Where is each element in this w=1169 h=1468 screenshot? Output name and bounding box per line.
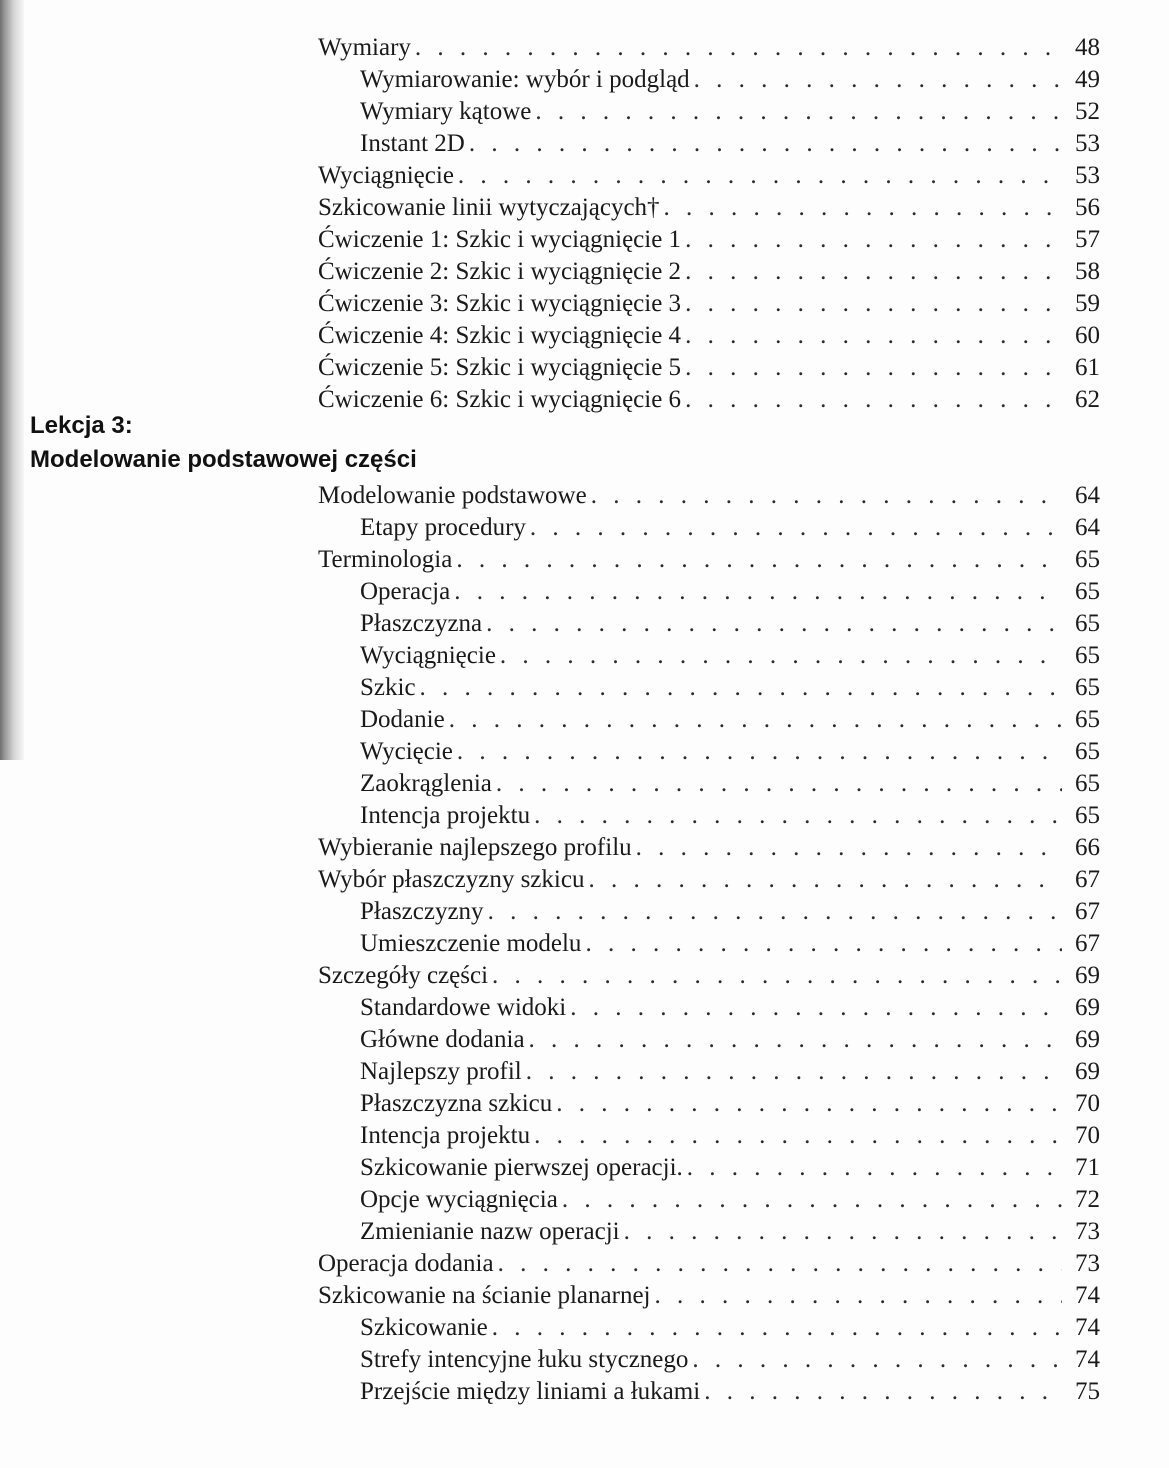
toc-entry (318, 320, 1100, 352)
toc-entry-title: Intencja projektu (360, 802, 531, 829)
toc-leader-dots (492, 1312, 1062, 1344)
toc-entry-page-number: 67 (1075, 898, 1100, 925)
page-binding-shadow (0, 0, 24, 760)
toc-entry-page-number: 59 (1075, 290, 1100, 317)
toc-entry (360, 928, 1100, 960)
toc-leader-dots (500, 640, 1062, 672)
toc-entry (360, 736, 1100, 768)
toc-entry (360, 1056, 1100, 1088)
toc-entry-title: Dodanie (360, 706, 445, 733)
toc-leader-dots (685, 384, 1062, 416)
toc-leader-dots (415, 32, 1062, 64)
toc-entry (360, 1376, 1100, 1408)
toc-entry-page-number: 64 (1075, 482, 1100, 509)
toc-entry-page-number: 74 (1075, 1314, 1100, 1341)
toc-leader-dots (529, 1024, 1062, 1056)
toc-entry (318, 1280, 1100, 1312)
toc-entry-page-number: 69 (1075, 1058, 1100, 1085)
toc-entry (360, 1216, 1100, 1248)
toc-leader-dots (534, 800, 1062, 832)
toc-entry-title: Strefy intencyjne łuku stycznego (360, 1346, 689, 1373)
toc-entry (360, 768, 1100, 800)
toc-entry-title: Szkicowanie pierwszej operacji. (360, 1154, 683, 1181)
toc-entry-page-number: 49 (1075, 66, 1100, 93)
toc-leader-dots (588, 864, 1062, 896)
toc-entry (318, 480, 1100, 512)
toc-entry-page-number: 71 (1075, 1154, 1100, 1181)
toc-leader-dots (486, 608, 1062, 640)
toc-entry-title: Szczegóły części (318, 962, 489, 989)
toc-entry (318, 384, 1100, 416)
toc-entry-page-number: 52 (1075, 98, 1100, 125)
toc-leader-dots (449, 704, 1062, 736)
toc-entry (318, 1248, 1100, 1280)
toc-entry (318, 864, 1100, 896)
toc-entry-page-number: 66 (1075, 834, 1100, 861)
toc-leader-dots (570, 992, 1062, 1024)
toc-entry (318, 32, 1100, 64)
toc-leader-dots (655, 1280, 1063, 1312)
toc-leader-dots (458, 160, 1062, 192)
toc-entry (360, 1088, 1100, 1120)
toc-leader-dots (636, 832, 1062, 864)
toc-entry-page-number: 75 (1075, 1378, 1100, 1405)
toc-entry-page-number: 67 (1075, 930, 1100, 957)
toc-leader-dots (685, 288, 1062, 320)
toc-entry-title: Płaszczyzny (360, 898, 484, 925)
toc-leader-dots (694, 64, 1062, 96)
toc-entry (360, 1024, 1100, 1056)
toc-leader-dots (692, 1344, 1062, 1376)
toc-entry-title: Wybieranie najlepszego profilu (318, 834, 632, 861)
toc-entry (360, 576, 1100, 608)
toc-entry-title: Wymiary kątowe (360, 98, 532, 125)
toc-entry-title: Umieszczenie modelu (360, 930, 582, 957)
toc-entry-title: Zaokrąglenia (360, 770, 492, 797)
toc-entry (360, 672, 1100, 704)
toc-entry-page-number: 67 (1075, 866, 1100, 893)
toc-entry-page-number: 74 (1075, 1346, 1100, 1373)
toc-entry (360, 1184, 1100, 1216)
toc-entry (360, 640, 1100, 672)
toc-entry-page-number: 72 (1075, 1186, 1100, 1213)
toc-leader-dots (457, 736, 1062, 768)
toc-leader-dots (624, 1216, 1062, 1248)
toc-entry (318, 288, 1100, 320)
toc-entry-title: Zmienianie nazw operacji (360, 1218, 620, 1245)
toc-entry (318, 224, 1100, 256)
toc-entry-page-number: 57 (1075, 226, 1100, 253)
toc-entry-title: Szkicowanie na ścianie planarnej (318, 1282, 651, 1309)
toc-entry-title: Ćwiczenie 3: Szkic i wyciągnięcie 3 (318, 290, 682, 317)
toc-entry-title: Ćwiczenie 2: Szkic i wyciągnięcie 2 (318, 258, 682, 285)
toc-entry-page-number: 53 (1075, 130, 1100, 157)
toc-entry-title: Wymiarowanie: wybór i podgląd (360, 66, 690, 93)
toc-entry-page-number: 74 (1075, 1282, 1100, 1309)
toc-entry (360, 512, 1100, 544)
toc-entry-title: Wybór płaszczyzny szkicu (318, 866, 585, 893)
toc-entry-title: Standardowe widoki (360, 994, 567, 1021)
toc-entry-title: Etapy procedury (360, 514, 526, 541)
toc-leader-dots (562, 1184, 1062, 1216)
toc-entry-title: Operacja (360, 578, 451, 605)
lesson-label: Lekcja 3: (30, 412, 133, 439)
toc-entry-title: Intencja projektu (360, 1122, 531, 1149)
toc-leader-dots (534, 1120, 1062, 1152)
toc-entry-title: Modelowanie podstawowe (318, 482, 587, 509)
toc-entry (318, 832, 1100, 864)
toc-entry (360, 96, 1100, 128)
toc-leader-dots (585, 928, 1062, 960)
toc-entry-page-number: 65 (1075, 802, 1100, 829)
toc-entry (318, 960, 1100, 992)
toc-entry-page-number: 62 (1075, 386, 1100, 413)
toc-leader-dots (420, 672, 1062, 704)
toc-leader-dots (456, 544, 1062, 576)
toc-entry (360, 64, 1100, 96)
toc-entry-title: Płaszczyzna (360, 610, 483, 637)
toc-leader-dots (488, 896, 1062, 928)
toc-leader-dots (556, 1088, 1062, 1120)
toc-entry-page-number: 70 (1075, 1090, 1100, 1117)
toc-leader-dots (526, 1056, 1062, 1088)
toc-entry (318, 352, 1100, 384)
toc-entry (318, 192, 1100, 224)
toc-entry (360, 992, 1100, 1024)
toc-entry (318, 256, 1100, 288)
toc-entry-page-number: 65 (1075, 674, 1100, 701)
toc-entry-title: Ćwiczenie 4: Szkic i wyciągnięcie 4 (318, 322, 682, 349)
toc-entry-title: Wyciągnięcie (360, 642, 496, 669)
toc-entry-page-number: 65 (1075, 642, 1100, 669)
toc-entry (360, 1152, 1100, 1184)
toc-entry (318, 160, 1100, 192)
toc-entry-title: Wycięcie (360, 738, 453, 765)
toc-entry-title: Wyciągnięcie (318, 162, 454, 189)
toc-entry-page-number: 61 (1075, 354, 1100, 381)
toc-entry-page-number: 64 (1075, 514, 1100, 541)
toc-leader-dots (685, 256, 1062, 288)
toc-entry (360, 1120, 1100, 1152)
toc-entry (360, 1312, 1100, 1344)
toc-entry-title: Ćwiczenie 1: Szkic i wyciągnięcie 1 (318, 226, 682, 253)
toc-leader-dots (535, 96, 1062, 128)
toc-entry-title: Szkic (360, 674, 416, 701)
toc-leader-dots (687, 1152, 1062, 1184)
toc-entry-page-number: 60 (1075, 322, 1100, 349)
toc-entry-page-number: 65 (1075, 706, 1100, 733)
toc-entry-title: Przejście między liniami a łukami (360, 1378, 701, 1405)
toc-entry-title: Najlepszy profil (360, 1058, 522, 1085)
toc-entry-title: Opcje wyciągnięcia (360, 1186, 558, 1213)
toc-leader-dots (454, 576, 1062, 608)
toc-entry-title: Operacja dodania (318, 1250, 494, 1277)
toc-leader-dots (469, 128, 1062, 160)
toc-entry-page-number: 65 (1075, 546, 1100, 573)
toc-entry-title: Terminologia (318, 546, 453, 573)
toc-entry-page-number: 70 (1075, 1122, 1100, 1149)
toc-entry-title: Szkicowanie (360, 1314, 488, 1341)
toc-entry-title: Ćwiczenie 5: Szkic i wyciągnięcie 5 (318, 354, 682, 381)
toc-entry-title: Wymiary (318, 34, 411, 61)
lesson-title: Modelowanie podstawowej części (30, 446, 417, 473)
toc-entry-title: Płaszczyzna szkicu (360, 1090, 553, 1117)
toc-leader-dots (685, 224, 1062, 256)
toc-entry-page-number: 65 (1075, 578, 1100, 605)
toc-entry-title: Ćwiczenie 6: Szkic i wyciągnięcie 6 (318, 386, 682, 413)
toc-entry-page-number: 58 (1075, 258, 1100, 285)
toc-entry (360, 1344, 1100, 1376)
toc-entry-page-number: 65 (1075, 738, 1100, 765)
toc-entry-page-number: 65 (1075, 610, 1100, 637)
toc-entry-page-number: 69 (1075, 994, 1100, 1021)
toc-entry-page-number: 69 (1075, 1026, 1100, 1053)
toc-leader-dots (496, 768, 1062, 800)
toc-entry (318, 544, 1100, 576)
toc-entry-page-number: 48 (1075, 34, 1100, 61)
toc-leader-dots (498, 1248, 1062, 1280)
toc-entry (360, 608, 1100, 640)
toc-entry (360, 800, 1100, 832)
toc-entry (360, 128, 1100, 160)
toc-entry-title: Szkicowanie linii wytyczających† (318, 194, 660, 221)
toc-leader-dots (591, 480, 1062, 512)
toc-entry-page-number: 69 (1075, 962, 1100, 989)
toc-entry-page-number: 56 (1075, 194, 1100, 221)
toc-entry (360, 704, 1100, 736)
toc-entry (360, 896, 1100, 928)
toc-leader-dots (664, 192, 1062, 224)
toc-leader-dots (492, 960, 1062, 992)
toc-entry-page-number: 73 (1075, 1250, 1100, 1277)
toc-entry-page-number: 65 (1075, 770, 1100, 797)
toc-leader-dots (685, 352, 1062, 384)
toc-leader-dots (704, 1376, 1062, 1408)
toc-leader-dots (530, 512, 1062, 544)
toc-entry-title: Instant 2D (360, 130, 465, 157)
toc-leader-dots (685, 320, 1062, 352)
toc-entry-page-number: 73 (1075, 1218, 1100, 1245)
toc-entry-page-number: 53 (1075, 162, 1100, 189)
toc-entry-title: Główne dodania (360, 1026, 525, 1053)
